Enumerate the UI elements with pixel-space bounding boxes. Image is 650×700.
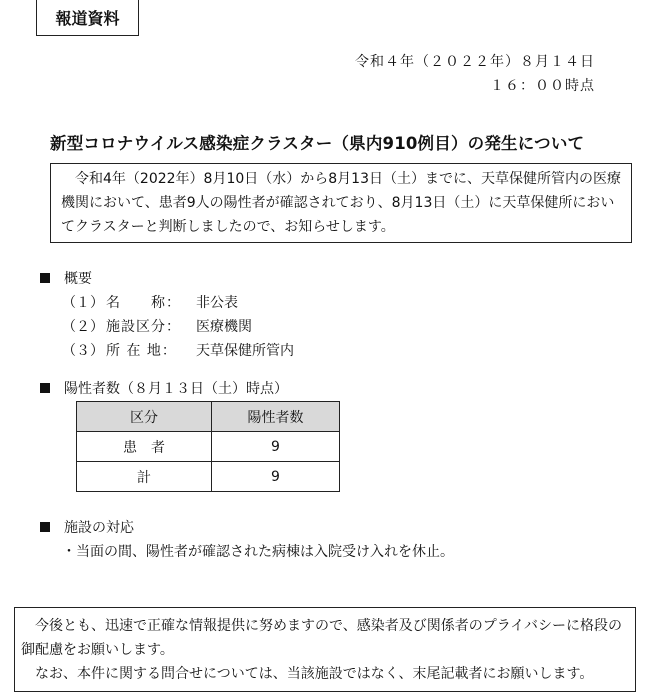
item-value: 非公表 xyxy=(196,295,238,311)
positives-heading-text: 陽性者数（８月１３日（土）時点） xyxy=(64,381,288,397)
response-bullet: ・当面の間、陽性者が確認された病棟は入院受け入れを休止。 xyxy=(62,544,454,560)
date-line: 令和４年（２０２２年）８月１４日 xyxy=(355,54,595,70)
press-release-label: 報道資料 xyxy=(36,0,139,36)
item-value: 天草保健所管内 xyxy=(196,343,294,359)
table-row xyxy=(77,432,340,462)
item-value: 医療機関 xyxy=(196,319,252,335)
square-bullet-icon xyxy=(40,273,50,283)
item-label: 施設区分： xyxy=(106,319,181,335)
table-header-row xyxy=(77,402,340,432)
overview-item xyxy=(62,340,294,360)
summary-text: 令和4年（2022年）8月10日（水）から8月13日（土）までに、天草保健所管内の医療機関において、患者9人の陽性者が確認されており、8月13日（土）に天草保健所においてクラスターと判断しましたので、お知らせします。 xyxy=(61,171,621,235)
notice-paragraph: なお、本件に関する問合せについては、当該施設ではなく、末尾記載者にお願いします。 xyxy=(35,666,594,682)
summary-box xyxy=(50,163,632,243)
table-cell: 計 xyxy=(77,462,212,492)
document-title: 新型コロナウイルス感染症クラスター（県内910例目）の発生について xyxy=(50,134,585,153)
square-bullet-icon xyxy=(40,522,50,532)
square-bullet-icon xyxy=(40,383,50,393)
table-cell: 9 xyxy=(212,462,340,492)
item-number: （２） xyxy=(62,319,104,335)
notice-box xyxy=(14,607,636,692)
response-heading-text: 施設の対応 xyxy=(64,520,134,536)
table-cell: 患 者 xyxy=(77,432,212,462)
table-header-cell: 区分 xyxy=(77,402,212,432)
table-row xyxy=(77,462,340,492)
table-cell: 9 xyxy=(212,432,340,462)
overview-heading-text: 概要 xyxy=(64,271,92,287)
item-number: （３） xyxy=(62,343,104,359)
item-number: （１） xyxy=(62,295,104,311)
item-label: 所 在 地： xyxy=(106,343,177,359)
table-header-cell: 陽性者数 xyxy=(212,402,340,432)
overview-heading xyxy=(40,268,92,288)
overview-item xyxy=(62,316,252,336)
positives-table xyxy=(76,401,340,492)
release-date xyxy=(355,50,595,98)
positives-heading xyxy=(40,378,288,398)
time-line: １６：００時点 xyxy=(490,78,595,94)
item-label: 名 称： xyxy=(106,295,181,311)
response-heading xyxy=(40,517,134,537)
notice-paragraph: 今後とも、迅速で正確な情報提供に努めますので、感染者及び関係者のプライバシーに格段の御配慮をお願いします。 xyxy=(21,618,623,658)
overview-item xyxy=(62,292,238,312)
